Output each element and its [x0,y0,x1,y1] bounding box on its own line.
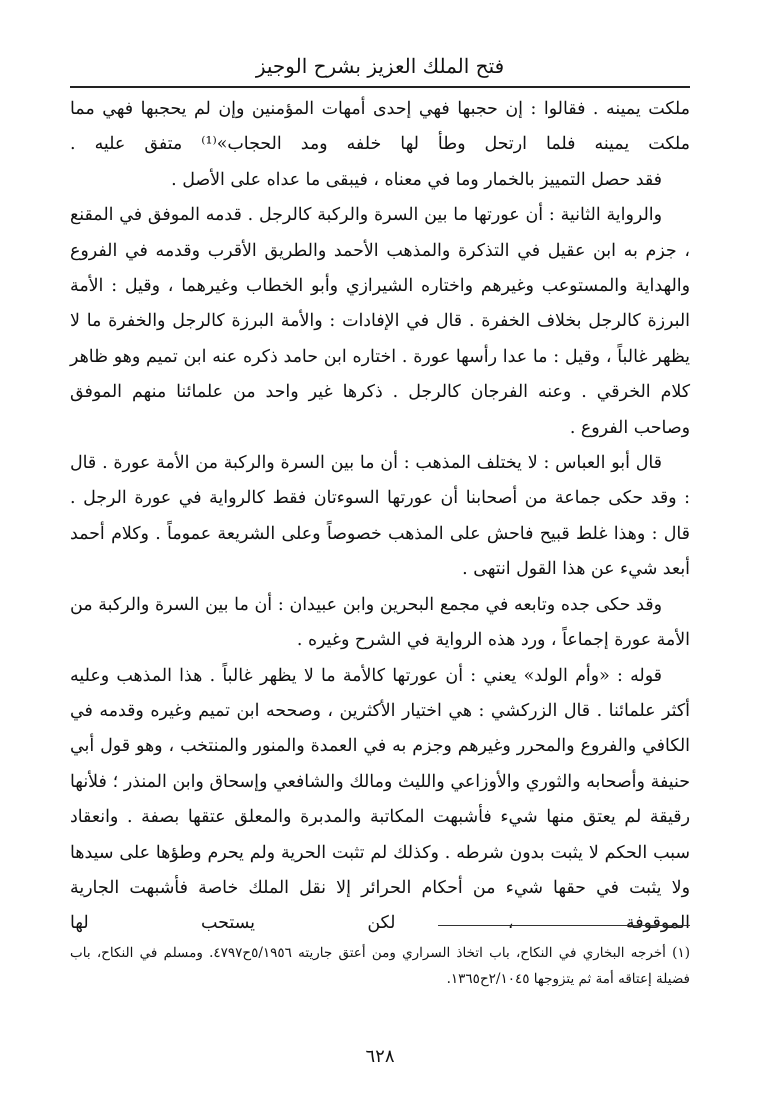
page-number: ٦٢٨ [365,1046,395,1067]
body-paragraph: قوله : «وأم الولد» يعني : أن عورتها كالأمة ما لا يظهر غالباً . هذا المذهب وعليه أكثر علمائنا . قال الزركشي : هي اختيار الأكثرين ، وصححه ابن تميم وغيره وقدمه في الكافي والفروع والمحرر وغيرهم وجزم به في العمدة والمنور والمنتخب ، وهو قول أبي حنيفة وأصحابه والثوري والأوزاعي والليث ومالك والشافعي وإسحاق وابن المنذر ؛ فلأنها رقيقة لم يعتق منها شيء فأشبهت المكاتبة والمدبرة والمعلق عتقها بصفة . وانعقاد سبب الحكم لا يثبت بدون شرطه . وكذلك لم تثبت الحرية ولم يحرم وطؤها على سيدها ولا يثبت في حقها شيء من أحكام الحرائر إلا نقل الملك خاصة فأشبهت الجارية الموقوفة ، لكن يستحب لها [70,665,690,934]
body-paragraph: وقد حكى جده وتابعه في مجمع البحرين وابن عبيدان : أن ما بين السرة والركبة من الأمة عورة إجماعاً ، ورد هذه الرواية في الشرح وغيره . [70,594,690,651]
body-text [70,92,690,942]
footnotes [70,940,690,992]
body-paragraph: والرواية الثانية : أن عورتها ما بين السرة والركبة كالرجل . قدمه الموفق في المقنع ، جزم به ابن عقيل في التذكرة والمذهب الأحمد والطريق الأقرب وقدمه في الفروع والهداية والمستوعب وغيرهم واختاره الشيرازي وأبو الخطاب وغيرهما ، وقيل : الأمة البرزة كالرجل بخلاف الخفرة . قال في الإفادات : والأمة البرزة كالرجل والخفرة ما لا يظهر غالباً ، وقيل : ما عدا رأسها عورة . اختاره ابن حامد ذكره عنه ابن تميم وهو ظاهر كلام الخرقي . وعنه الفرجان كالرجل . ذكرها غير واحد من علمائنا منهم الموفق وصاحب الفروع . [70,205,690,438]
footnote: (١) أخرجه البخاري في النكاح، باب اتخاذ السراري ومن أعتق جاريته ٥/١٩٥٦ح٤٧٩٧. ومسلم في النكاح، باب فضيلة إعتاقه أمة ثم يتزوجها ٢/١٠٤٥ح١٣٦٥. [70,945,690,987]
header-rule [70,86,690,88]
running-header-title: فتح الملك العزيز بشرح الوجيز [255,54,505,78]
body-paragraph: ملكت يمينه . فقالوا : إن حجبها فهي إحدى أمهات المؤمنين وإن لم يحجبها فهي مما ملكت يمينه فلما ارتحل وطأ لها خلفه ومد الحجاب»⁽¹⁾ متفق عليه . [70,99,691,155]
body-paragraph: قال أبو العباس : لا يختلف المذهب : أن ما بين السرة والركبة من الأمة عورة . قال : وقد حكى جماعة من أصحابنا أن عورتها السوءتان فقط كالرواية في عورة الرجل . قال : وهذا غلط قبيح فاحش على المذهب خصوصاً وعلى الشريعة عموماً . وكلام أحمد أبعد شيء عن هذا القول انتهى . [70,453,690,580]
body-paragraph: فقد حصل التمييز بالخمار وما في معناه ، فيبقى ما عداه على الأصل . [171,169,662,190]
footnote-rule [438,925,690,926]
